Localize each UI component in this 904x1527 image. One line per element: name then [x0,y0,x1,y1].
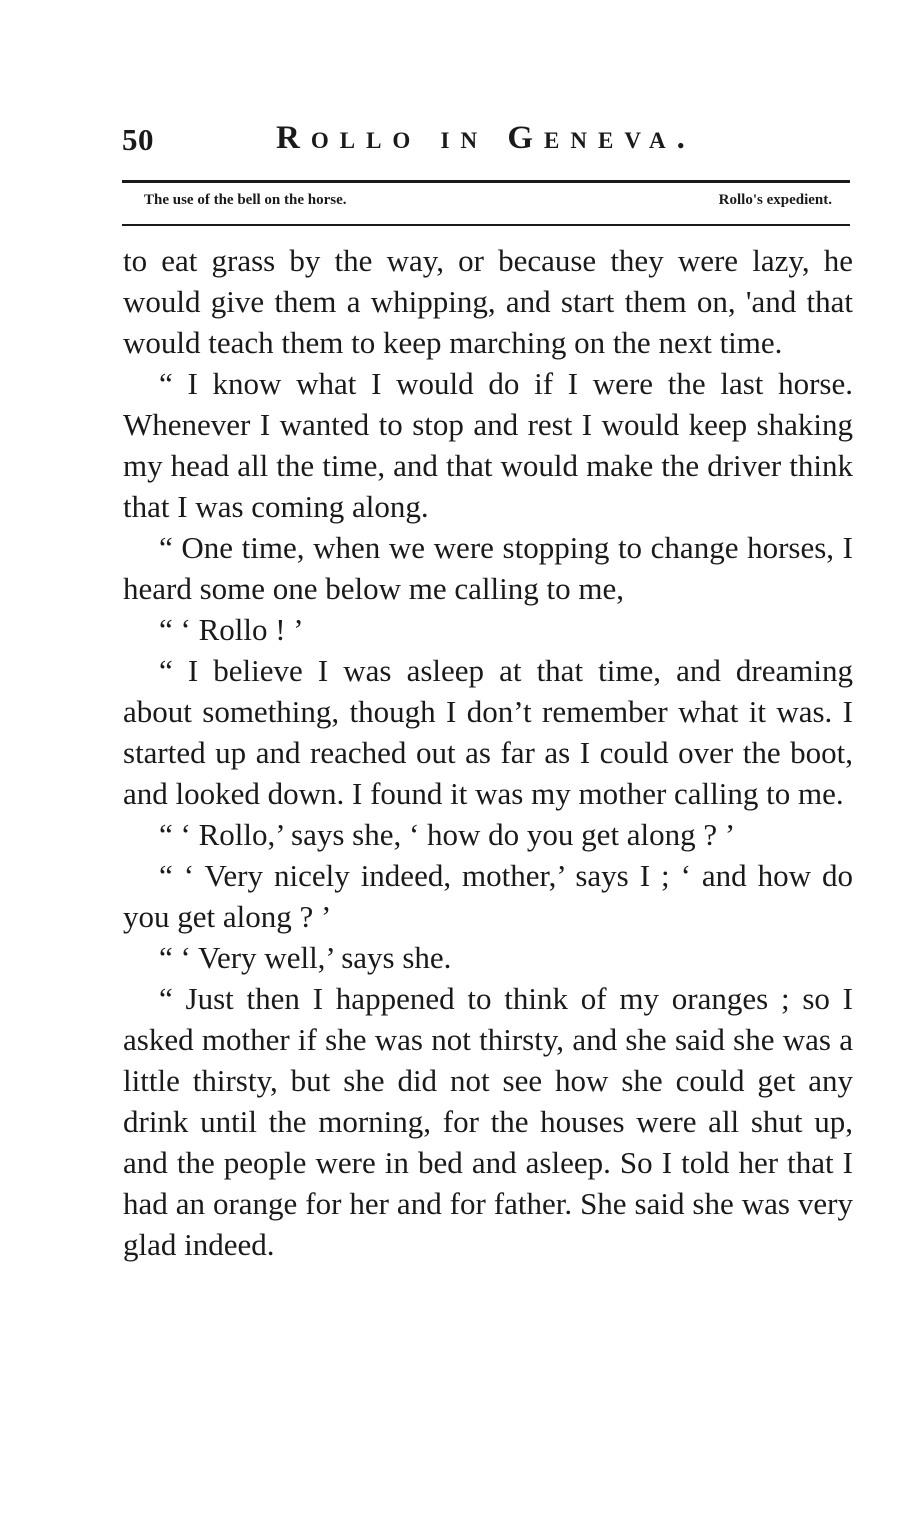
paragraph: “ I believe I was asleep at that time, and dreaming about something, though I don’t remember what it was. I started up and reached out as far as I could over the boot, and looked down. I found it was my mother calling to me. [123,653,853,811]
paragraph: “ ‘ Very well,’ says she. [159,940,452,975]
body-text [123,240,853,1265]
side-note-left: The use of the bell on the horse. [144,192,347,208]
side-note-right: Rollo's expedient. [718,192,832,208]
paragraph: to eat grass by the way, or because they were lazy, he would give them a whipping, and start them on, 'and that would teach them to keep marching on the next time. [123,243,853,360]
running-title: Rollo in Geneva. [276,120,696,156]
paragraph: “ ‘ Rollo,’ says she, ‘ how do you get along ? ’ [159,817,736,852]
page-number: 50 [122,122,154,157]
paragraph: “ ‘ Rollo ! ’ [159,612,304,647]
paragraph: “ ‘ Very nicely indeed, mother,’ says I ; ‘ and how do you get along ? ’ [123,858,853,934]
paragraph: “ One time, when we were stopping to change horses, I heard some one below me calling to me, [123,530,853,606]
paragraph: “ Just then I happened to think of my oranges ; so I asked mother if she was not thirsty, and she said she was a little thirsty, but she did not see how she could get any drink until the morning, for the houses were all shut up, and the people were in bed and asleep. So I told her that I had an orange for her and for father. She said she was very glad indeed. [123,981,853,1262]
header-rule-top [122,180,850,183]
header-rule-bottom [122,224,850,226]
paragraph: “ I know what I would do if I were the last horse. Whenever I wanted to stop and rest I would keep shaking my head all the time, and that would make the driver think that I was coming along. [123,366,853,524]
